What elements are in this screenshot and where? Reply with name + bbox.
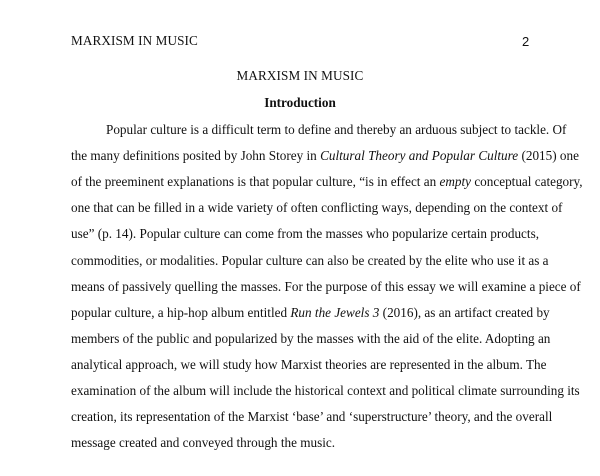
- italic-title-text: empty: [439, 174, 472, 190]
- paragraph-line: [71, 279, 581, 295]
- text-run: of the preeminent explanations is that popular culture, “is in effect an: [71, 174, 440, 190]
- text-run: message created and conveyed through the music.: [71, 435, 336, 451]
- text-run: examination of the album will include the historical context and political climate surrounding its: [71, 383, 580, 398]
- text-run: means of passively quelling the masses. For the purpose of this essay we will examine a piece of: [71, 278, 581, 294]
- text-run: conceptual category,: [471, 174, 583, 190]
- text-run: the many definitions posited by John Storey in: [71, 148, 321, 164]
- paragraph-line: [71, 305, 550, 321]
- text-run: analytical approach, we will study how Marxist theories are represented in the album. The: [71, 356, 547, 372]
- text-run: (2015) one: [518, 148, 579, 164]
- italic-title-text: Run the Jewels 3: [290, 304, 380, 320]
- text-run: commodities, or modalities. Popular culture can also be created by the elite who use it as a: [71, 252, 549, 268]
- document-title: MARXISM IN MUSIC: [236, 68, 364, 83]
- text-run: Popular culture is a difficult term to define and thereby an arduous subject to tackle. Of: [106, 122, 567, 137]
- text-run: (2016), as an artifact created by: [379, 304, 550, 320]
- running-head: MARXISM IN MUSIC: [71, 33, 198, 48]
- paragraph-line: [71, 383, 580, 399]
- paragraph-line: [71, 200, 562, 216]
- paragraph-line: [71, 174, 583, 190]
- paragraph-line: [71, 226, 539, 242]
- paragraph-line: [71, 357, 546, 373]
- paragraph-line: [71, 409, 552, 425]
- text-run: popular culture, a hip-hop album entitled: [71, 304, 291, 320]
- paragraph-line: [71, 435, 335, 451]
- page-number: 2: [522, 34, 530, 49]
- italic-title-text: Cultural Theory and Popular Culture: [320, 148, 519, 164]
- text-run: members of the public and popularized by the masses with the aid of the elite. Adopting an: [71, 330, 551, 346]
- paragraph-line: [71, 148, 579, 164]
- text-run: creation, its representation of the Marxist ‘base’ and ‘superstructure’ theory, and the overall: [71, 409, 553, 425]
- section-heading: Introduction: [264, 95, 336, 110]
- paragraph-line: [71, 253, 549, 269]
- text-run: use” (p. 14). Popular culture can come from the masses who popularize certain products,: [71, 226, 540, 242]
- text-run: one that can be filled in a wide variety of often conflicting ways, depending on the context of: [71, 200, 563, 216]
- paragraph-line: [71, 331, 550, 347]
- paragraph-line: [106, 122, 566, 138]
